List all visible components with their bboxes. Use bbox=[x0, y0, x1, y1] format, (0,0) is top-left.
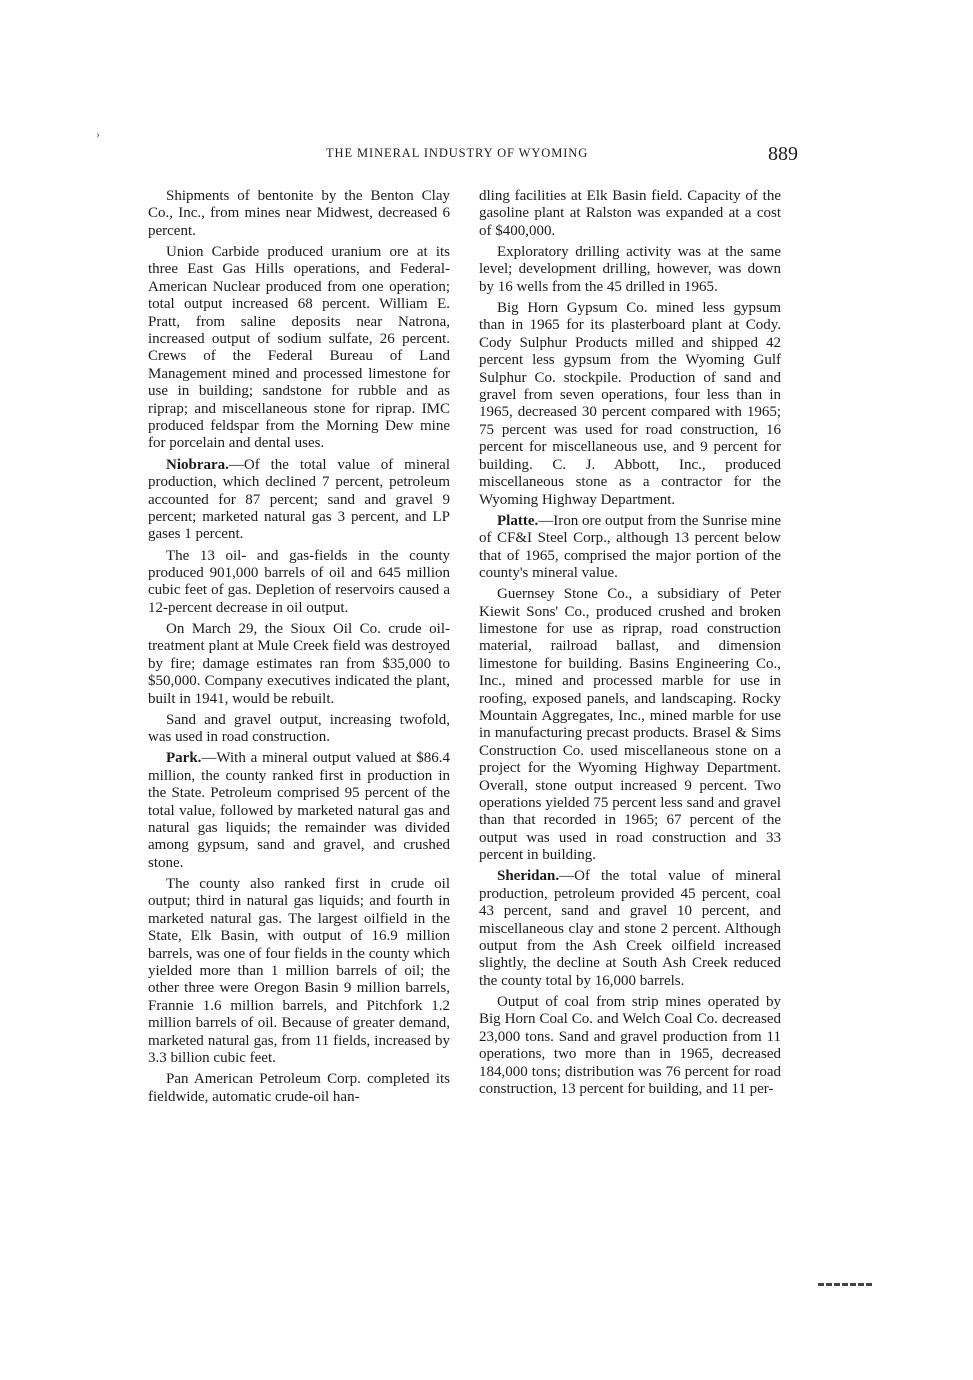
paragraph-text: Big Horn Gypsum Co. mined less gypsum than in 1965 for its plasterboard plant at Cody. Cody Sulphur Products milled and shipped 42 percent less gypsum from the Wyoming Gulf Sulphur Co. stockpile. Production of sand and gravel from seven operations, four less than in 1965, decreased 30 percent compared with 1965; 75 percent was used for road construction, 16 percent for miscellaneous use, and 9 percent for building. C. J. Abbott, Inc., produced miscellaneous stone as a contractor for the Wyoming Highway Department. bbox=[479, 300, 781, 508]
section-runin-heading: Sheridan. bbox=[497, 868, 560, 885]
paragraph-text: Sand and gravel output, increasing twofold, was used in road construction. bbox=[148, 711, 450, 746]
page-number: 889 bbox=[768, 143, 798, 165]
scan-mark bbox=[818, 1283, 872, 1286]
paragraph-text: —Iron ore output from the Sunrise mine of CF&I Steel Corp., although 13 percent below that of 1965, comprised the major portion of the county's mineral value. bbox=[479, 512, 781, 581]
paragraph bbox=[479, 244, 781, 296]
paragraph-text: Shipments of bentonite by the Benton Clay Co., Inc., from mines near Midwest, decreased 6 percent. bbox=[148, 188, 450, 239]
running-title: THE MINERAL INDUSTRY OF WYOMING bbox=[326, 146, 589, 160]
paragraph bbox=[479, 300, 781, 509]
paragraph bbox=[148, 1071, 450, 1106]
paragraph bbox=[479, 513, 781, 583]
paragraph-text: Pan American Petroleum Corp. completed its fieldwide, automatic crude-oil han- bbox=[148, 1071, 450, 1105]
section-runin-heading: Platte. bbox=[497, 512, 539, 529]
paragraph bbox=[148, 712, 450, 747]
paragraph bbox=[148, 457, 450, 544]
paragraph-text: The 13 oil- and gas-fields in the county produced 901,000 barrels of oil and 645 million cubic feet of gas. Depletion of reservoirs caused a 12-percent decrease in oil output. bbox=[148, 547, 450, 616]
right-column bbox=[479, 188, 781, 1102]
paragraph bbox=[479, 868, 781, 990]
paragraph bbox=[479, 188, 781, 240]
paragraph bbox=[148, 876, 450, 1067]
section-runin-heading: Park. bbox=[166, 750, 202, 767]
paragraph-text: Exploratory drilling activity was at the same level; development drilling, however, was down by 16 wells from the 45 drilled in 1965. bbox=[479, 244, 781, 295]
paragraph-text: Output of coal from strip mines operated by Big Horn Coal Co. and Welch Coal Co. decreased 23,000 tons. Sand and gravel production from 11 operations, two more than in 1965, decreased 184,000 tons; distribution was 76 percent for road construction, 13 percent for building, and 11 per- bbox=[479, 994, 781, 1098]
paragraph-text: dling facilities at Elk Basin field. Capacity of the gasoline plant at Ralston was expanded at a cost of $400,000. bbox=[479, 188, 781, 239]
section-runin-heading: Niobrara. bbox=[166, 456, 229, 473]
paragraph-text: The county also ranked first in crude oil output; third in natural gas liquids; and fourth in marketed natural gas. The largest oilfield in the State, Elk Basin, with output of 16.9 million barrels, was one of four fields in the county which yielded more than 1 million barrels of oil; the other three were Oregon Basin 9 million barrels, Frannie 1.6 million barrels, and Pitchfork 1.2 million barrels of oil. Because of greater demand, marketed natural gas, from 11 fields, increased by 3.3 billion cubic feet. bbox=[148, 876, 450, 1067]
paragraph-text: —Of the total value of mineral production, petroleum provided 45 percent, coal 43 percent, sand and gravel 10 percent, and miscellaneous clay and stone 2 percent. Although output from the Ash Creek oilfield increased slightly, the decline at South Ash Creek reduced the county total by 16,000 barrels. bbox=[479, 868, 781, 989]
margin-mark: › bbox=[96, 127, 100, 141]
paragraph bbox=[479, 586, 781, 865]
paragraph bbox=[148, 244, 450, 453]
paragraph bbox=[148, 750, 450, 872]
paragraph-text: Union Carbide produced uranium ore at its three East Gas Hills operations, and Federal-American Nuclear produced from one operation; total output increased 68 percent. William E. Pratt, from saline deposits near Natrona, increased output of sodium sulfate, 26 percent. Crews of the Federal Bureau of Land Management mined and processed limestone for use in building; sandstone for rubble and as riprap; and miscellaneous stone for riprap. IMC produced feldspar from the Morning Dew mine for porcelain and dental uses. bbox=[148, 244, 450, 452]
page-header bbox=[150, 143, 798, 168]
paragraph-text: Guernsey Stone Co., a subsidiary of Peter Kiewit Sons' Co., produced crushed and broken limestone for use as riprap, road construction material, railroad ballast, and dimension limestone for building. Basins Engineering Co., Inc., mined and processed marble for use in roofing, exposed panels, and landscaping. Rocky Mountain Aggregates, Inc., mined marble for use in manufacturing precast products. Brasel & Sims Construction Co. used miscellaneous stone on a project for the Wyoming Highway Department. Overall, stone output increased 9 percent. Two operations yielded 75 percent less sand and gravel than that recorded in 1965; 67 percent of the output was used in road construction and 33 percent in building. bbox=[479, 586, 781, 864]
paragraph-text: On March 29, the Sioux Oil Co. crude oil-treatment plant at Mule Creek field was destroyed by fire; damage estimates ran from $35,000 to $50,000. Company executives indicated the plant, built in 1941, would be rebuilt. bbox=[148, 620, 450, 707]
paragraph bbox=[148, 188, 450, 240]
paragraph bbox=[148, 621, 450, 708]
paragraph-text: —With a mineral output valued at $86.4 million, the county ranked first in production in the State. Petroleum comprised 95 percent of the total value, followed by marketed natural gas and natural gas liquids; the remainder was divided among gypsum, sand and gravel, and crushed stone. bbox=[148, 750, 450, 871]
paragraph bbox=[148, 548, 450, 618]
paragraph-text: —Of the total value of mineral production, which declined 7 percent, petroleum accounted for 87 percent; sand and gravel 9 percent; marketed natural gas 3 percent, and LP gases 1 percent. bbox=[148, 456, 450, 543]
paragraph bbox=[479, 994, 781, 1098]
left-column bbox=[148, 188, 450, 1110]
